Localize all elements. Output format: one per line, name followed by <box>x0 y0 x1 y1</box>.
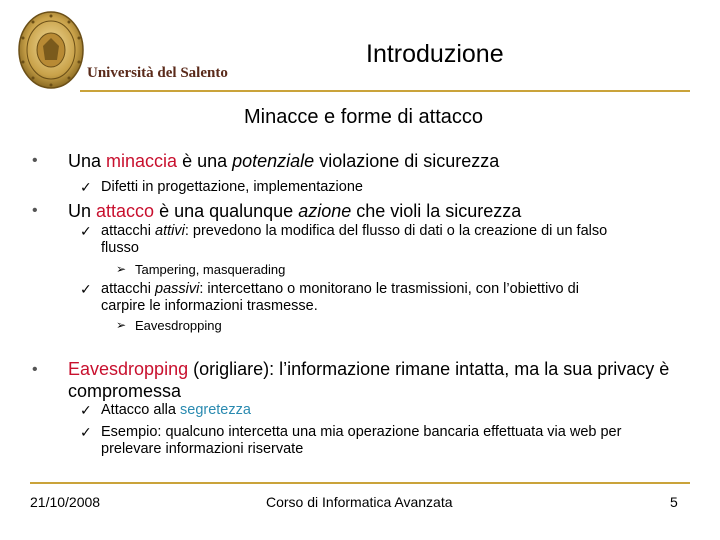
footer-course: Corso di Informatica Avanzata <box>266 494 453 510</box>
header-divider <box>80 90 690 92</box>
check-icon: ✓ <box>80 281 92 297</box>
segretezza-term: segretezza <box>180 402 251 418</box>
check-icon: ✓ <box>80 424 92 440</box>
university-name: Università del Salento <box>87 65 228 81</box>
minaccia-term: minaccia <box>106 151 178 171</box>
bullet-2-sub-1-detail: Tampering, masquerading <box>135 262 286 277</box>
arrow-bullet-icon: ➢ <box>116 262 127 276</box>
eavesdropping-term: Eavesdropping <box>68 359 189 379</box>
footer-date: 21/10/2008 <box>30 494 101 510</box>
bullet-1-text: Una minaccia è una potenziale violazione di sicurezza <box>68 151 500 171</box>
check-icon: ✓ <box>80 179 92 195</box>
footer-page-number: 5 <box>670 494 678 510</box>
university-logo <box>17 10 245 98</box>
bullet-2-text: Un attacco è una qualunque azione che violi la sicurezza <box>68 201 522 221</box>
check-icon: ✓ <box>80 402 92 418</box>
bullet-3-marker: • <box>32 361 38 378</box>
slide-subtitle: Minacce e forme di attacco <box>244 106 483 128</box>
bullet-1-sub-1: Difetti in progettazione, implementazione <box>101 179 363 195</box>
attacco-term: attacco <box>96 201 155 221</box>
bullet-2-marker: • <box>32 202 38 219</box>
bullet-1-marker: • <box>32 152 38 169</box>
arrow-bullet-icon: ➢ <box>116 318 127 332</box>
bullet-3-sub-2: Esempio: qualcuno intercetta una mia operazione bancaria effettuata via web per prelevare informazioni riservate <box>101 424 622 457</box>
university-seal-icon <box>17 10 87 98</box>
bullet-3-text: Eavesdropping (origliare): l’informazione rimane intatta, ma la sua privacy è compromessa <box>68 359 670 401</box>
bullet-2-sub-1: attacchi attivi: prevedono la modifica del flusso di dati o la creazione di un falso flusso <box>101 223 608 256</box>
check-icon: ✓ <box>80 223 92 239</box>
bullet-2-sub-2-detail: Eavesdropping <box>135 318 222 333</box>
bullet-3-sub-1: Attacco alla segretezza <box>101 402 251 418</box>
slide-header-title: Introduzione <box>366 40 504 68</box>
footer-divider <box>30 482 690 484</box>
bullet-2-sub-2: attacchi passivi: intercettano o monitorano le trasmissioni, con l’obiettivo di carpire le informazioni trasmesse. <box>101 281 579 314</box>
